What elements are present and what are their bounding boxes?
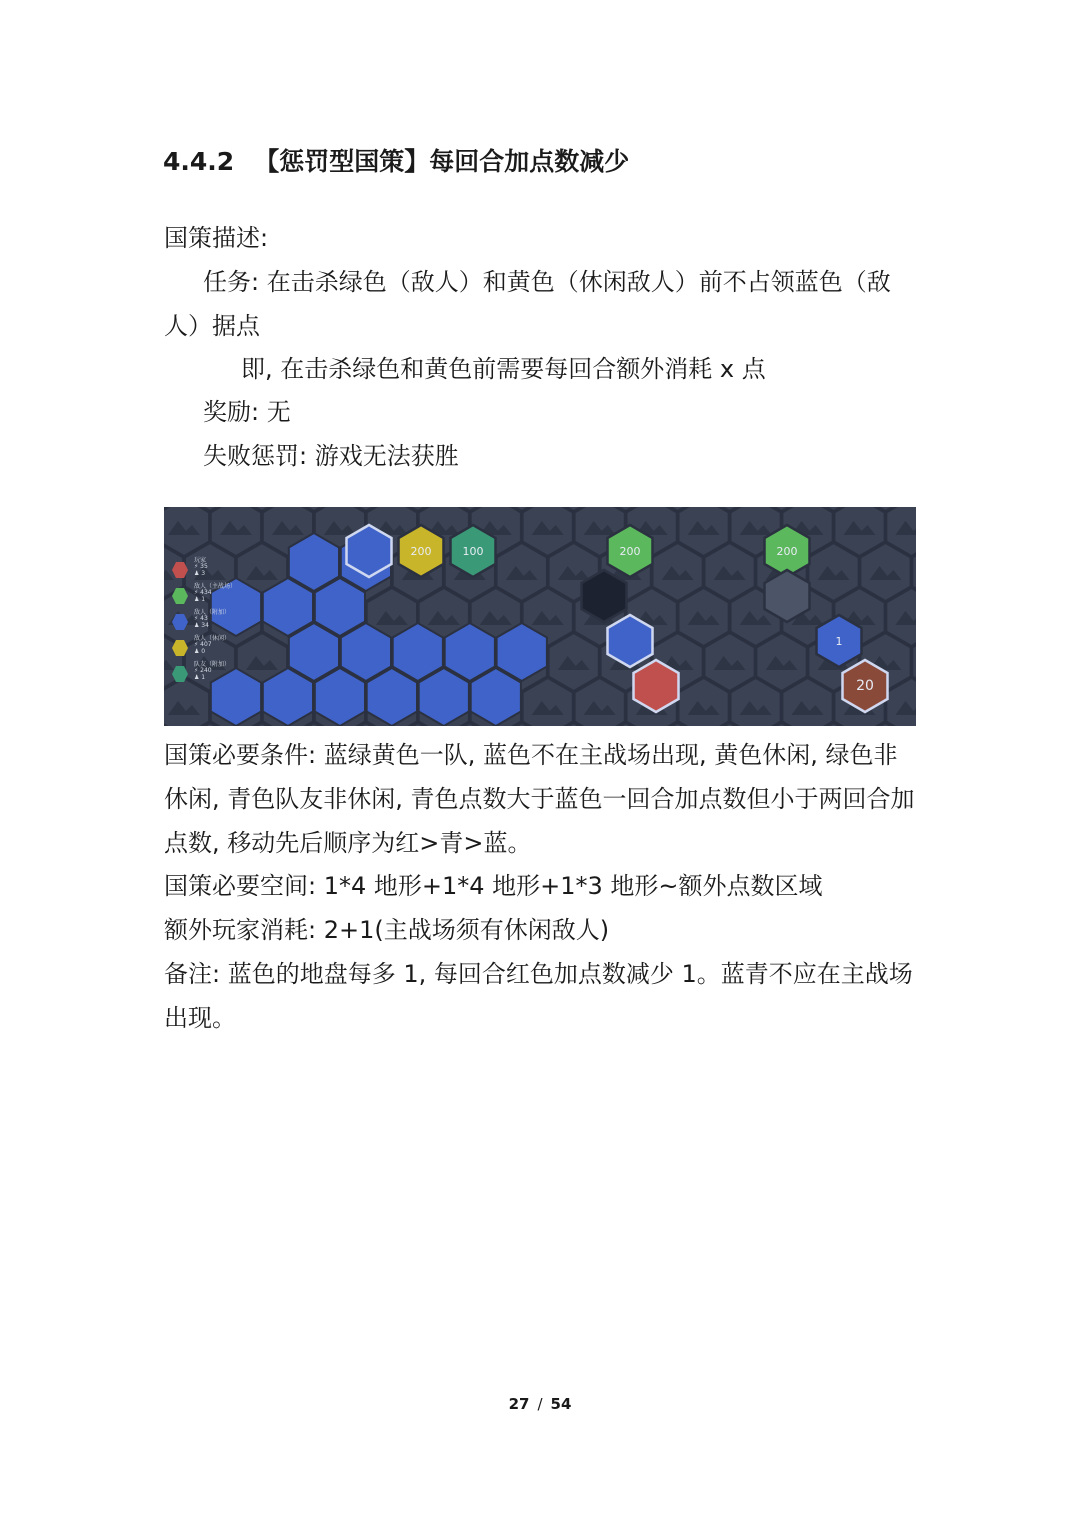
legend-points: ⚡ 407: [194, 641, 212, 648]
legend-units: ♟ 0: [194, 648, 206, 655]
tile-value-label: 20: [856, 678, 874, 694]
legend-points: ⚡ 35: [194, 563, 208, 570]
cost-text: 额外玩家消耗: 2+1(主战场须有休闲敌人): [164, 916, 610, 944]
space-text: 国策必要空间: 1*4 地形+1*4 地形+1*3 地形~额外点数区域: [164, 872, 823, 900]
special-tile-hex: [347, 525, 392, 577]
special-tile-hex: [765, 570, 810, 622]
legend-item: [170, 661, 240, 687]
hex-grid: [164, 507, 916, 726]
legend-units: ♟ 1: [194, 674, 206, 681]
tile-value-label: 200: [410, 545, 432, 558]
task-line-2: 人）据点: [164, 312, 260, 340]
legend-points: ⚡ 240: [194, 667, 212, 674]
legend-item: [170, 557, 240, 583]
section-heading: [163, 142, 629, 178]
special-tile-hex: [634, 660, 679, 712]
description-label: 国策描述:: [164, 224, 269, 252]
legend-name: 敌人（附加）: [194, 609, 231, 616]
task-line-1: 任务: 在击杀绿色（敌人）和黄色（休闲敌人）前不占领蓝色（敌: [203, 268, 891, 296]
legend-item: [170, 635, 240, 661]
section-number: 4.4.2: [163, 147, 235, 176]
tile-value-label: 100: [462, 545, 484, 558]
legend-units: ♟ 3: [194, 570, 206, 577]
tile-value-label: 200: [619, 545, 641, 558]
note-paragraph: 备注: 蓝色的地盘每多 1, 每回合红色加点数减少 1。蓝青不应在主战场出现。: [164, 960, 913, 1032]
legend-points: ⚡ 43: [194, 615, 208, 622]
section-title: 【惩罚型国策】每回合加点数减少: [254, 147, 630, 176]
player-color-icon: [172, 562, 188, 578]
player-color-icon: [172, 588, 188, 604]
penalty-text: 失败惩罚: 游戏无法获胜: [203, 442, 459, 470]
legend-name: 队友（附加）: [194, 661, 231, 668]
player-color-icon: [172, 666, 188, 682]
legend-item: [170, 583, 240, 609]
requirements-paragraph: 国策必要条件: 蓝绿黄色一队, 蓝色不在主战场出现, 黄色休闲, 绿色非休闲, 青色队友非休闲, 青色点数大于蓝色一回合加点数但小于两回合加点数, 移动先后顺序为红>青>蓝。: [164, 741, 915, 857]
legend-item: [170, 609, 240, 635]
legend-units: ♟ 1: [194, 596, 206, 603]
legend-name: 玩家: [194, 557, 207, 564]
page-current: 27: [508, 1395, 530, 1413]
special-tile-hex: [582, 570, 627, 622]
tile-value-label: 200: [776, 545, 798, 558]
task-clarification: 即, 在击杀绿色和黄色前需要每回合额外消耗 x 点: [241, 355, 766, 383]
player-legend: [170, 557, 240, 697]
legend-name: 敌人（休闲）: [194, 635, 231, 642]
reward-text: 奖励: 无: [203, 398, 291, 426]
legend-units: ♟ 34: [194, 622, 209, 629]
legend-points: ⚡ 434: [194, 589, 212, 596]
tile-value-label: 1: [835, 635, 843, 648]
player-color-icon: [172, 640, 188, 656]
page-number: 27 / 54: [508, 1395, 572, 1413]
legend-name: 敌人（主战场）: [194, 583, 237, 590]
special-tile-hex: [608, 615, 653, 667]
game-map-screenshot: [164, 507, 916, 726]
player-color-icon: [172, 614, 188, 630]
page-total: 54: [550, 1395, 572, 1413]
